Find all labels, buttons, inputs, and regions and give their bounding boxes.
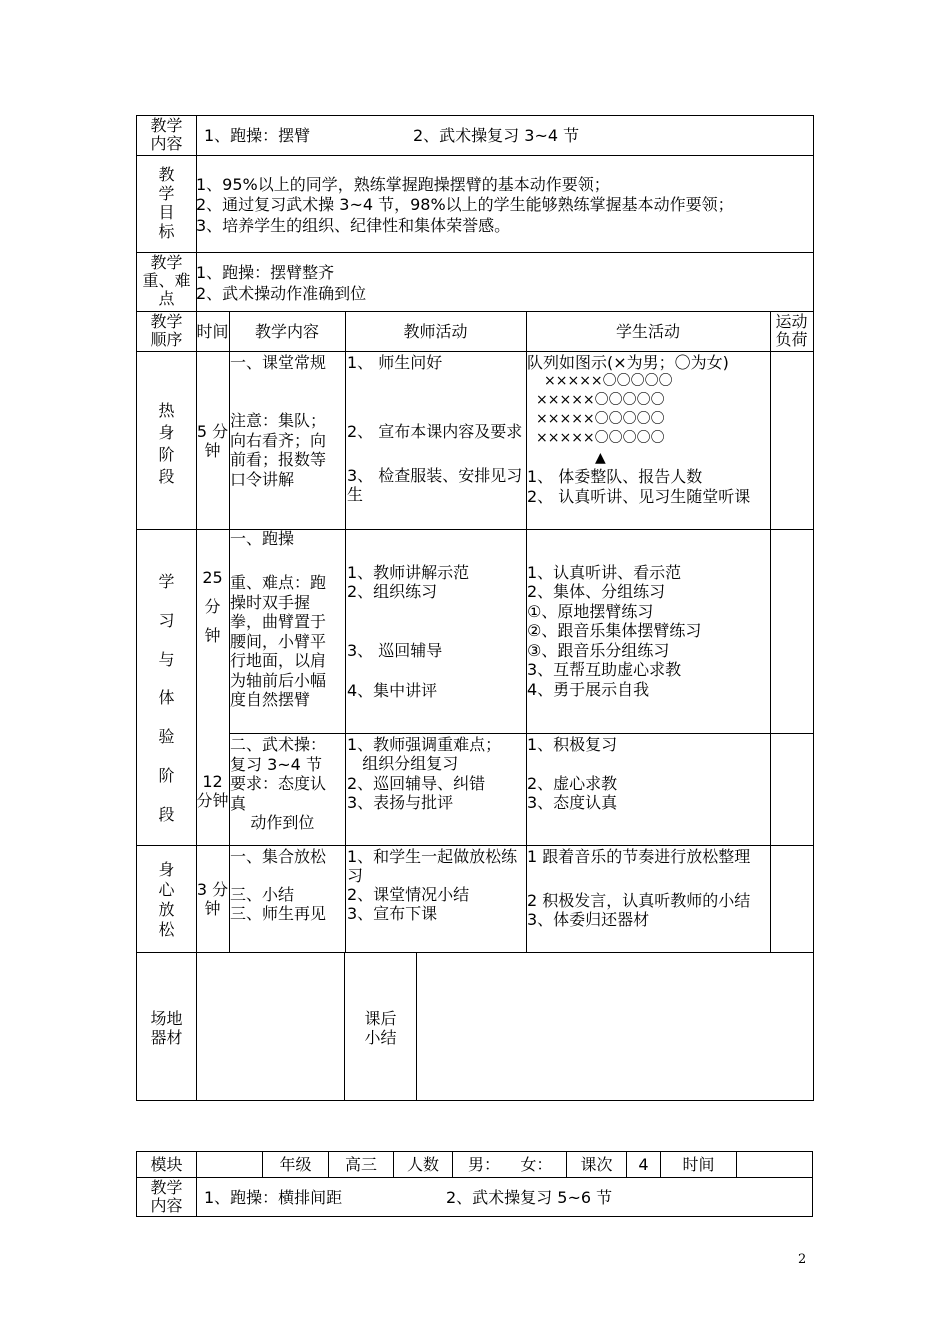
warmup-teacher-2: 2、 宣布本课内容及要求 (347, 422, 523, 441)
learning-student-item: 4、勇于展示自我 (527, 680, 650, 699)
formation-row: ×××××〇〇〇〇〇 (544, 373, 673, 389)
gender-count: 男： 女： (468, 1155, 553, 1174)
martial-student-2: 2、虚心求教 (527, 774, 618, 793)
martial-student-3: 3、态度认真 (527, 793, 618, 812)
header-student: 学生活动 (615, 322, 680, 341)
teacher-position-marker: ▲ (595, 450, 606, 466)
time-label: 时间 (682, 1155, 715, 1174)
goal-item: 2、通过复习武术操 3~4 节，98%以上的学生能够熟练掌握基本动作要领； (196, 195, 734, 214)
warmup-student-1: 1、 体委整队、报告人数 (527, 467, 703, 486)
goal-item: 1、95%以上的同学，熟练掌握跑操摆臂的基本动作要领； (196, 175, 610, 194)
cooldown-time: 3 分 钟 (196, 880, 229, 918)
content-item-1: 1、跑操：摆臂 (204, 126, 311, 145)
formation-row: ×××××〇〇〇〇〇 (536, 392, 665, 408)
learning-teacher-4: 4、集中讲评 (347, 681, 438, 700)
keypoint-item: 2、武术操动作准确到位 (196, 284, 367, 303)
warmup-time: 5 分 钟 (196, 422, 229, 460)
learning-student-item: ①、原地摆臂练习 (527, 602, 654, 621)
header-teacher: 教师活动 (403, 322, 468, 341)
warmup-stage: 热 身 阶 段 (158, 401, 175, 486)
martial-teacher-2: 2、巡回辅导、纠错 (347, 774, 486, 793)
learning-time-1: 25 分 钟 (202, 568, 223, 645)
cooldown-stage: 身 心 放 松 (158, 860, 175, 939)
martial-teacher-1: 1、教师强调重难点； 组织分组复习 (347, 735, 502, 773)
lesson-number-label: 课次 (580, 1155, 613, 1174)
learning-student-item: 2、集体、分组练习 (527, 582, 666, 601)
warmup-student-2: 2、 认真听讲、见习生随堂听课 (527, 487, 751, 506)
header-time: 时间 (196, 322, 229, 341)
header-content: 教学内容 (254, 322, 319, 341)
next-content-item-2: 2、武术操复习 5~6 节 (446, 1188, 613, 1207)
running-drill-note: 重、难点：跑 操时双手握 拳，曲臂置于 腰间，小臂平 行地面，以肩 为轴前后小幅 度自然摆臂 (230, 573, 327, 709)
cooldown-student-3: 3、体委归还器材 (527, 910, 650, 929)
grade-label: 年级 (279, 1155, 312, 1174)
learning-student-item: 3、互帮互助虚心求教 (527, 660, 682, 679)
keypoints-label: 教学 重、难 点 (142, 253, 191, 308)
keypoint-item: 1、跑操：摆臂整齐 (196, 263, 335, 282)
warmup-content-note: 注意：集队； 向右看齐；向 前看；报数等 口令讲解 (230, 411, 327, 489)
grade-value: 高三 (344, 1155, 377, 1174)
goals-label: 教 学 目 标 (158, 165, 175, 241)
formation-row: ×××××〇〇〇〇〇 (536, 411, 665, 427)
warmup-content-title: 一、课堂常规 (230, 353, 327, 372)
header-load: 运动 负荷 (775, 312, 808, 349)
learning-teacher-1: 1、教师讲解示范 (347, 563, 470, 582)
venue-label: 场地 器材 (150, 1009, 183, 1047)
warmup-teacher-1: 1、 师生问好 (347, 353, 443, 372)
module-label: 模块 (150, 1155, 183, 1174)
cooldown-content-2: 三、小结 (230, 885, 295, 904)
learning-teacher-3: 3、 巡回辅导 (347, 641, 443, 660)
page-number: 2 (798, 1252, 807, 1267)
content-item-2: 2、武术操复习 3~4 节 (413, 126, 580, 145)
cooldown-student-1: 1 跟着音乐的节奏进行放松整理 (527, 847, 751, 866)
formation-row: ×××××〇〇〇〇〇 (536, 430, 665, 446)
martial-teacher-3: 3、表扬与批评 (347, 793, 454, 812)
learning-student-item: ③、跟音乐分组练习 (527, 641, 670, 660)
cooldown-student-2: 2 积极发言，认真听教师的小结 (527, 891, 751, 910)
martial-student-1: 1、积极复习 (527, 735, 618, 754)
cooldown-content-3: 三、师生再见 (230, 904, 327, 923)
lesson-number-value: 4 (638, 1155, 649, 1174)
learning-time-2: 12 分钟 (196, 772, 229, 810)
warmup-teacher-3: 3、 检查服装、安排见习 生 (347, 466, 523, 504)
header-order: 教学 顺序 (150, 312, 183, 349)
count-label: 人数 (406, 1155, 439, 1174)
cooldown-content-1: 一、集合放松 (230, 847, 327, 866)
learning-student-item: 1、认真听讲、看示范 (527, 563, 682, 582)
formation-title: 队列如图示(×为男；〇为女) (527, 353, 729, 372)
content-label: 教学 内容 (150, 116, 183, 153)
martial-drill-content: 二、武术操： 复习 3~4 节 要求：态度认 真 动作到位 (230, 735, 327, 832)
learning-teacher-2: 2、组织练习 (347, 582, 438, 601)
next-content-item-1: 1、跑操：横排间距 (204, 1188, 343, 1207)
cooldown-teacher-3: 3、宣布下课 (347, 904, 438, 923)
learning-student-item: ②、跟音乐集体摆臂练习 (527, 621, 702, 640)
next-content-label: 教学 内容 (150, 1178, 183, 1215)
learning-stage: 学 习 与 体 验 阶 段 (158, 572, 175, 824)
goal-item: 3、培养学生的组织、纪律性和集体荣誉感。 (196, 216, 511, 235)
cooldown-teacher-2: 2、课堂情况小结 (347, 885, 470, 904)
cooldown-teacher-1: 1、和学生一起做放松练 习 (347, 847, 518, 885)
running-drill-title: 一、跑操 (230, 529, 295, 548)
summary-label: 课后 小结 (364, 1009, 397, 1047)
